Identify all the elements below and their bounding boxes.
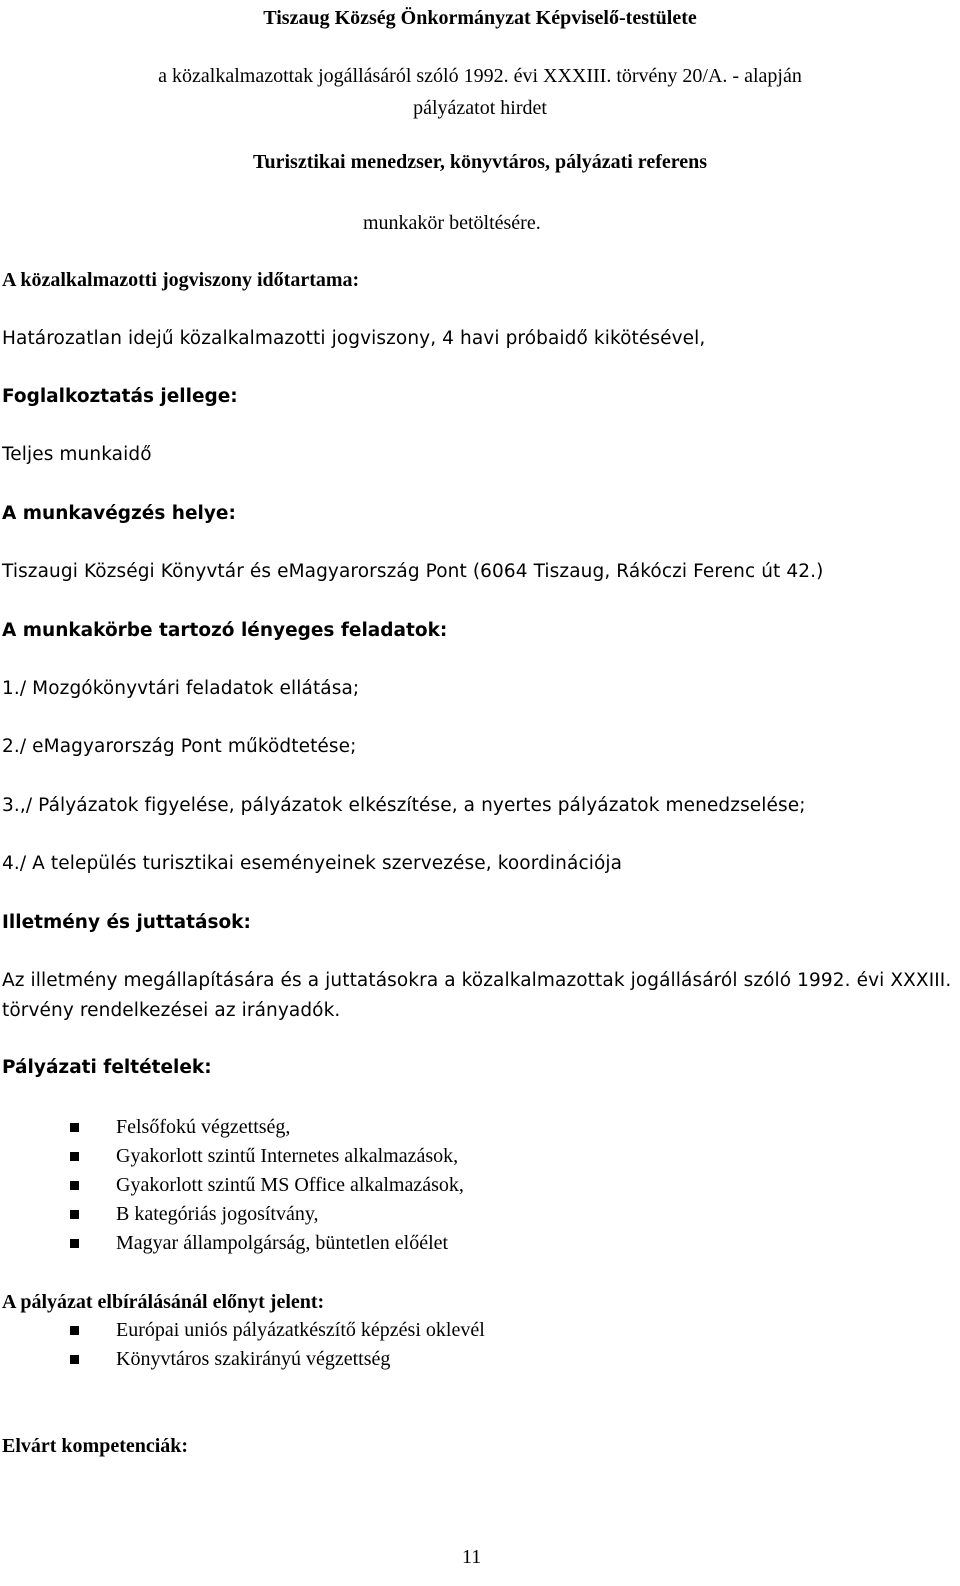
legal-basis-line: a közalkalmazottak jogállásáról szóló 1992. évi XXXIII. törvény 20/A. - alapján (158, 65, 802, 87)
condition-text: B kategóriás jogosítvány, (116, 1203, 319, 1225)
announcement-line: pályázatot hirdet (413, 97, 547, 119)
conditions-list (70, 1113, 464, 1258)
advantage-text: Európai uniós pályázatkészítő képzési oklevél (116, 1319, 485, 1341)
workplace-heading: A munkavégzés helye: (2, 503, 236, 524)
condition-text: Gyakorlott szintű MS Office alkalmazások, (116, 1174, 464, 1196)
page-number: 11 (462, 1546, 482, 1568)
bullet-square-icon (70, 1181, 79, 1190)
competencies-heading: Elvárt kompetenciák: (2, 1435, 189, 1457)
list-item (70, 1229, 464, 1258)
employment-heading: Foglalkoztatás jellege: (2, 386, 238, 407)
advantages-list (70, 1316, 485, 1374)
workplace-text: Tiszaugi Községi Könyvtár és eMagyarország Pont (6064 Tiszaug, Rákóczi Ferenc út 42.) (2, 561, 824, 582)
list-item (70, 1142, 464, 1171)
position-suffix: munkakör betöltésére. (363, 212, 541, 234)
bullet-square-icon (70, 1210, 79, 1219)
task-item: 1./ Mozgókönyvtári feladatok ellátása; (2, 678, 360, 699)
salary-text: Az illetmény megállapítására és a juttatásokra a közalkalmazottak jogállásáról szóló 1992. évi XXXIII. törvény rendelkezései az irányadók. (2, 970, 952, 1021)
list-item (70, 1171, 464, 1200)
advantage-text: Könyvtáros szakirányú végzettség (116, 1348, 391, 1370)
conditions-heading: Pályázati feltételek: (2, 1057, 212, 1078)
list-item (70, 1113, 464, 1142)
task-item: 3.,/ Pályázatok figyelése, pályázatok elkészítése, a nyertes pályázatok menedzselése; (2, 795, 806, 816)
advantages-heading: A pályázat elbírálásánál előnyt jelent: (2, 1291, 325, 1313)
task-item: 2./ eMagyarország Pont működtetése; (2, 736, 357, 757)
tasks-heading: A munkakörbe tartozó lényeges feladatok: (2, 620, 448, 641)
bullet-square-icon (70, 1123, 79, 1132)
condition-text: Felsőfokú végzettség, (116, 1116, 291, 1138)
bullet-square-icon (70, 1355, 79, 1364)
task-item: 4./ A település turisztikai eseményeinek szervezése, koordinációja (2, 853, 623, 874)
salary-heading: Illetmény és juttatások: (2, 912, 251, 933)
bullet-square-icon (70, 1326, 79, 1335)
bullet-square-icon (70, 1152, 79, 1161)
condition-text: Gyakorlott szintű Internetes alkalmazások, (116, 1145, 459, 1167)
list-item (70, 1345, 485, 1374)
bullet-square-icon (70, 1239, 79, 1248)
condition-text: Magyar állampolgárság, büntetlen előélet (116, 1232, 449, 1254)
document-title: Tiszaug Község Önkormányzat Képviselő-testülete (263, 7, 697, 29)
employment-text: Teljes munkaidő (2, 444, 152, 465)
position-title: Turisztikai menedzser, könyvtáros, pályázati referens (252, 151, 708, 173)
list-item (70, 1316, 485, 1345)
duration-text: Határozatlan idejű közalkalmazotti jogviszony, 4 havi próbaidő kikötésével, (2, 328, 706, 349)
list-item (70, 1200, 464, 1229)
duration-heading: A közalkalmazotti jogviszony időtartama: (2, 269, 360, 291)
